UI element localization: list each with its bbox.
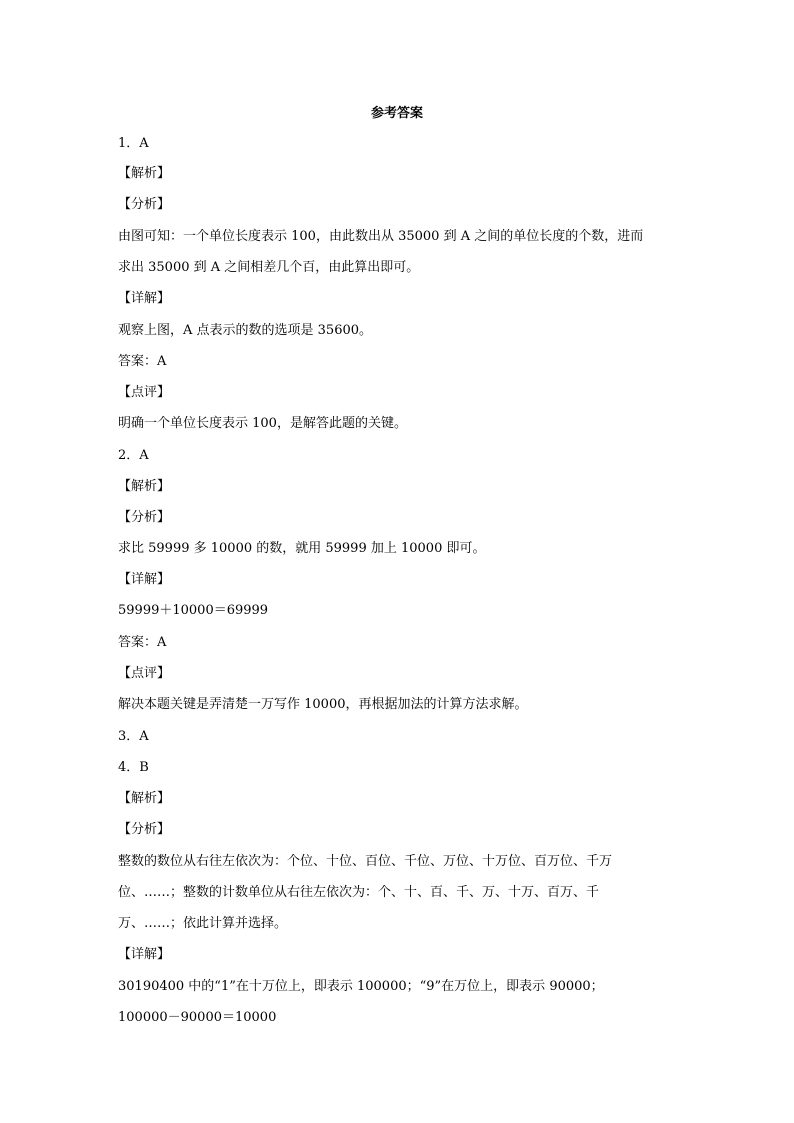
answer-1-xiangjie-text: 观察上图，A 点表示的数的选项是 35600。 bbox=[118, 323, 373, 338]
answer-2-daan: 答案：A bbox=[118, 635, 167, 650]
answer-2-fenxi-text: 求比 59999 多 10000 的数，就用 59999 加上 10000 即可。 bbox=[118, 541, 486, 556]
answer-4-xiangjie-text: 30190400 中的“1”在十万位上，即表示 100000；“9”在万位上，即表示 90000； bbox=[118, 979, 604, 994]
answer-4-fenxi-text-2: 位、……；整数的计数单位从右往左依次为：个、十、百、千、万、十万、百万、千 bbox=[118, 885, 600, 900]
answer-1-xiangjie-heading: 【详解】 bbox=[118, 291, 171, 306]
page-title: 参考答案 bbox=[370, 106, 423, 121]
answer-2-equation: 59999＋10000＝69999 bbox=[118, 603, 269, 618]
answer-1-jiexi-heading: 【解析】 bbox=[118, 166, 171, 181]
answer-2-xiangjie-heading: 【详解】 bbox=[118, 572, 171, 587]
answer-2-number: 2．A bbox=[118, 448, 149, 463]
answer-3-number: 3．A bbox=[118, 729, 149, 744]
answer-4-fenxi-text-3: 万、……；依此计算并选择。 bbox=[118, 916, 288, 931]
answer-4-jiexi-heading: 【解析】 bbox=[118, 791, 171, 806]
answer-2-dianping-text: 解决本题关键是弄清楚一万写作 10000，再根据加法的计算方法求解。 bbox=[118, 697, 528, 712]
answer-4-xiangjie-heading: 【详解】 bbox=[118, 947, 171, 962]
answer-2-jiexi-heading: 【解析】 bbox=[118, 479, 171, 494]
answer-2-dianping-heading: 【点评】 bbox=[118, 666, 171, 681]
answer-4-fenxi-heading: 【分析】 bbox=[118, 822, 171, 837]
answer-1-number: 1．A bbox=[118, 136, 149, 151]
answer-1-daan: 答案：A bbox=[118, 354, 167, 369]
answer-2-fenxi-heading: 【分析】 bbox=[118, 510, 171, 525]
answer-4-fenxi-text-1: 整数的数位从右往左依次为：个位、十位、百位、千位、万位、十万位、百万位、千万 bbox=[118, 854, 613, 869]
answer-1-dianping-heading: 【点评】 bbox=[118, 385, 171, 400]
answer-1-dianping-text: 明确一个单位长度表示 100，是解答此题的关键。 bbox=[118, 416, 407, 431]
answer-4-equation: 100000－90000＝10000 bbox=[118, 1010, 277, 1025]
answer-1-fenxi-heading: 【分析】 bbox=[118, 197, 171, 212]
answer-4-number: 4．B bbox=[118, 760, 149, 775]
answer-1-fenxi-text-1: 由图可知：一个单位长度表示 100，由此数出从 35000 到 A 之间的单位长度的个数，进而 bbox=[118, 229, 644, 244]
answer-1-fenxi-text-2: 求出 35000 到 A 之间相差几个百，由此算出即可。 bbox=[118, 260, 420, 275]
